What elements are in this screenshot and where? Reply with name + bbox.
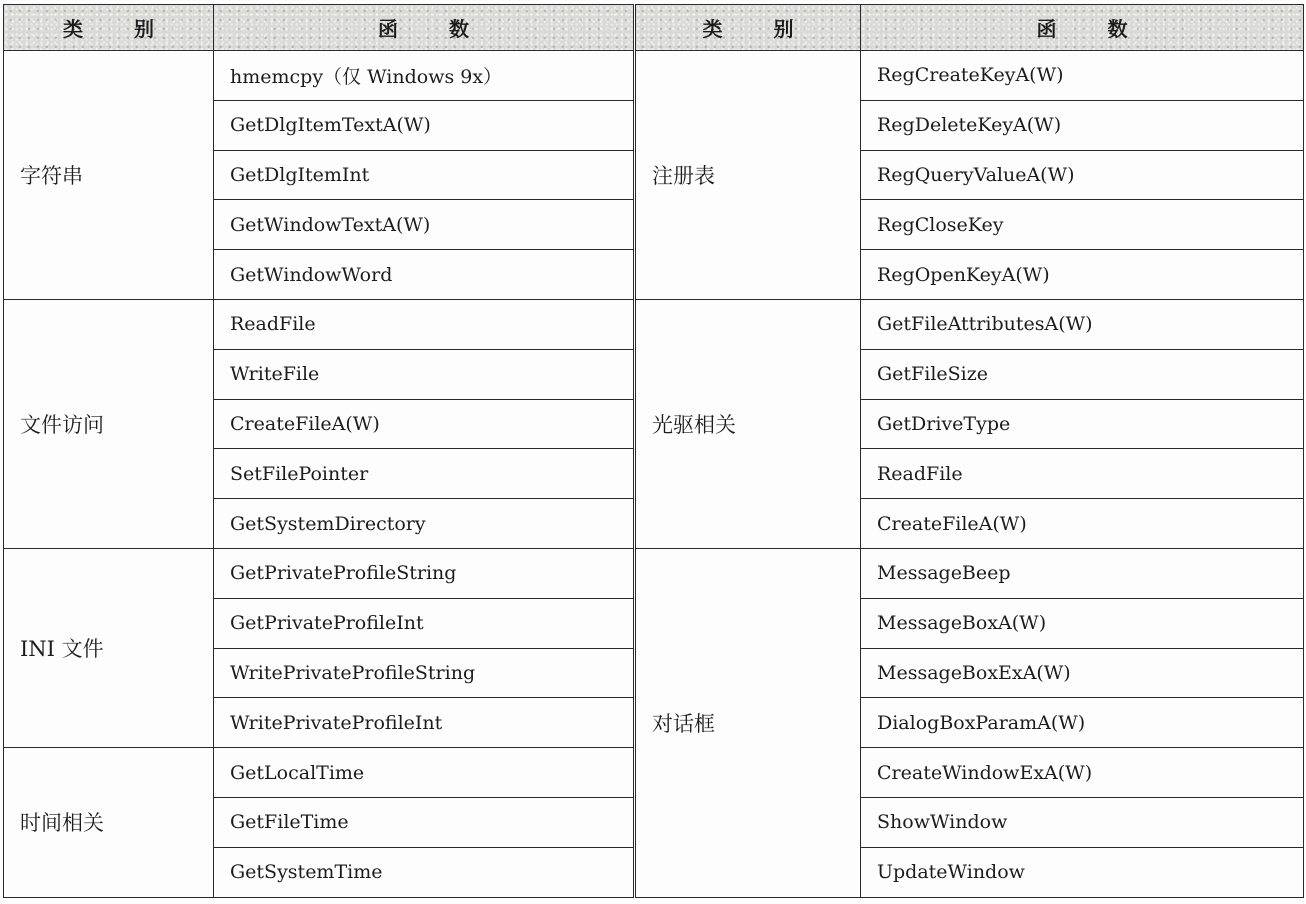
function-cell: GetLocalTime [214, 748, 635, 798]
category-cell: INI 文件 [4, 548, 214, 747]
function-cell: RegCreateKeyA(W) [861, 51, 1304, 101]
function-cell: ShowWindow [861, 797, 1304, 847]
table-row [4, 299, 1304, 349]
function-cell: RegCloseKey [861, 200, 1304, 250]
category-cell: 注册表 [635, 51, 861, 300]
function-cell: GetDlgItemInt [214, 150, 635, 200]
function-cell: GetWindowWord [214, 250, 635, 300]
function-cell: GetFileSize [861, 349, 1304, 399]
function-cell: WriteFile [214, 349, 635, 399]
function-cell: GetFileTime [214, 797, 635, 847]
function-cell: SetFilePointer [214, 449, 635, 499]
function-cell: GetSystemDirectory [214, 499, 635, 549]
category-cell: 对话框 [635, 548, 861, 897]
function-cell: WritePrivateProfileString [214, 648, 635, 698]
category-cell: 文件访问 [4, 299, 214, 548]
function-cell: ReadFile [214, 299, 635, 349]
function-cell: GetDlgItemTextA(W) [214, 100, 635, 150]
header-function-right: 函 数 [861, 5, 1304, 51]
category-cell: 光驱相关 [635, 299, 861, 548]
function-cell: WritePrivateProfileInt [214, 698, 635, 748]
function-cell: GetFileAttributesA(W) [861, 299, 1304, 349]
function-cell: UpdateWindow [861, 847, 1304, 897]
header-category-left: 类 别 [4, 5, 214, 51]
function-cell: MessageBoxExA(W) [861, 648, 1304, 698]
function-cell: MessageBeep [861, 548, 1304, 598]
table-row [4, 51, 1304, 101]
function-cell: GetSystemTime [214, 847, 635, 897]
function-cell: RegQueryValueA(W) [861, 150, 1304, 200]
function-cell: hmemcpy（仅 Windows 9x） [214, 51, 635, 101]
function-cell: GetDriveType [861, 399, 1304, 449]
header-category-right: 类 别 [635, 5, 861, 51]
function-cell: ReadFile [861, 449, 1304, 499]
function-cell: CreateFileA(W) [214, 399, 635, 449]
function-cell: MessageBoxA(W) [861, 598, 1304, 648]
function-cell: CreateFileA(W) [861, 499, 1304, 549]
function-cell: RegDeleteKeyA(W) [861, 100, 1304, 150]
function-cell: RegOpenKeyA(W) [861, 250, 1304, 300]
table-row [4, 548, 1304, 598]
function-cell: DialogBoxParamA(W) [861, 698, 1304, 748]
function-cell: GetPrivateProfileString [214, 548, 635, 598]
function-cell: GetWindowTextA(W) [214, 200, 635, 250]
function-cell: GetPrivateProfileInt [214, 598, 635, 648]
category-cell: 时间相关 [4, 748, 214, 897]
api-function-table [3, 4, 1304, 898]
header-function-left: 函 数 [214, 5, 635, 51]
function-cell: CreateWindowExA(W) [861, 748, 1304, 798]
table-header-row [4, 5, 1304, 51]
category-cell: 字符串 [4, 51, 214, 300]
